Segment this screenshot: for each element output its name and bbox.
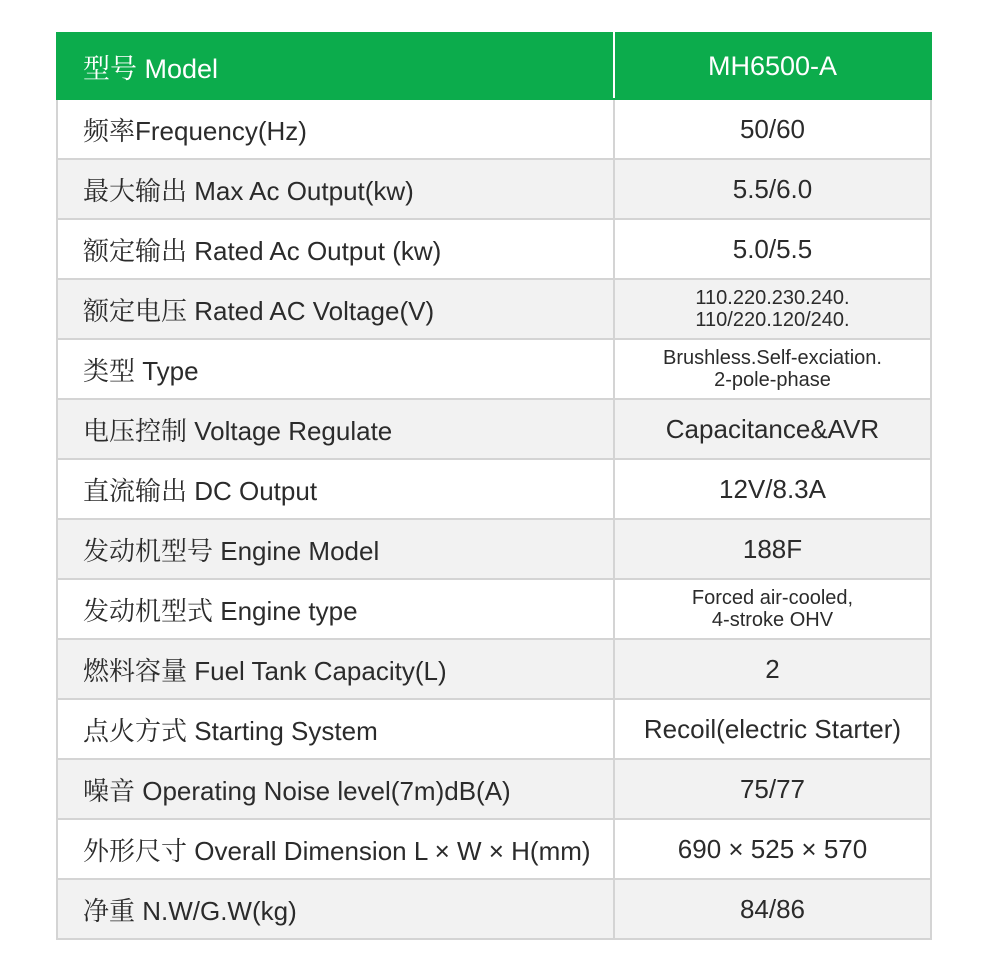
table-row — [57, 399, 931, 459]
spec-value: 690 × 525 × 570 — [614, 819, 931, 879]
table-row — [57, 639, 931, 699]
spec-label: 发动机型号 Engine Model — [57, 519, 614, 579]
spec-label: 额定输出 Rated Ac Output (kw) — [57, 219, 614, 279]
table-row — [57, 279, 931, 339]
spec-value-line: Brushless.Self-exciation. — [663, 347, 882, 369]
table-row — [57, 699, 931, 759]
spec-value-line: 110/220.120/240. — [695, 309, 850, 331]
spec-label: 额定电压 Rated AC Voltage(V) — [57, 279, 614, 339]
spec-value: Recoil(electric Starter) — [614, 699, 931, 759]
table-row — [57, 519, 931, 579]
table-row — [57, 819, 931, 879]
spec-value: 50/60 — [614, 99, 931, 159]
table-header-row — [57, 33, 931, 99]
header-value: MH6500-A — [614, 33, 931, 99]
spec-label: 外形尺寸 Overall Dimension L × W × H(mm) — [57, 819, 614, 879]
spec-table — [56, 32, 932, 940]
spec-label: 燃料容量 Fuel Tank Capacity(L) — [57, 639, 614, 699]
spec-value: 75/77 — [614, 759, 931, 819]
spec-value: 5.0/5.5 — [614, 219, 931, 279]
spec-label: 最大输出 Max Ac Output(kw) — [57, 159, 614, 219]
spec-value-line: Forced air-cooled, — [691, 587, 854, 609]
spec-value: 2 — [614, 639, 931, 699]
spec-value — [614, 279, 931, 339]
spec-label: 点火方式 Starting System — [57, 699, 614, 759]
table-row — [57, 339, 931, 399]
spec-value: 5.5/6.0 — [614, 159, 931, 219]
spec-value — [614, 579, 931, 639]
table-row — [57, 219, 931, 279]
spec-value-line: 110.220.230.240. — [695, 287, 850, 309]
table-row — [57, 99, 931, 159]
table-row — [57, 879, 931, 939]
spec-label: 类型 Type — [57, 339, 614, 399]
table-row — [57, 759, 931, 819]
table-row — [57, 579, 931, 639]
spec-label: 电压控制 Voltage Regulate — [57, 399, 614, 459]
spec-value: 188F — [614, 519, 931, 579]
spec-value: Capacitance&AVR — [614, 399, 931, 459]
spec-label: 直流输出 DC Output — [57, 459, 614, 519]
table-row — [57, 459, 931, 519]
header-label: 型号 Model — [57, 33, 614, 99]
spec-label: 净重 N.W/G.W(kg) — [57, 879, 614, 939]
spec-value — [614, 339, 931, 399]
spec-label: 频率Frequency(Hz) — [57, 99, 614, 159]
spec-value: 84/86 — [614, 879, 931, 939]
spec-value-line: 4-stroke OHV — [711, 609, 834, 631]
spec-value-line: 2-pole-phase — [714, 369, 831, 391]
table-body — [57, 99, 931, 939]
table-row — [57, 159, 931, 219]
spec-value: 12V/8.3A — [614, 459, 931, 519]
spec-label: 噪音 Operating Noise level(7m)dB(A) — [57, 759, 614, 819]
spec-label: 发动机型式 Engine type — [57, 579, 614, 639]
